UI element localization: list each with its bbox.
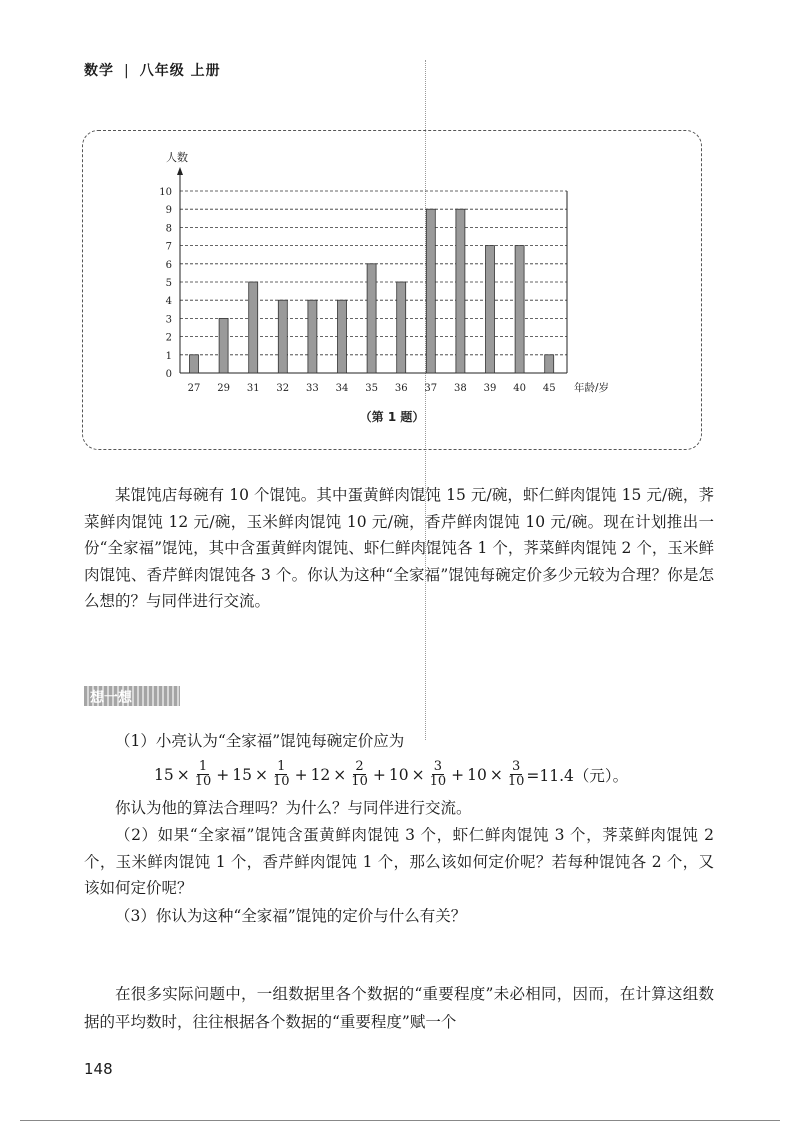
fraction-2-denominator: 10 [273,774,290,789]
bar [249,282,258,373]
y-tick-label: 5 [165,278,172,289]
formula-term-5: 10 [467,765,487,784]
intro-paragraph: 某馄饨店每碗有 10 个馄饨。其中蛋黄鲜肉馄饨 15 元/碗，虾仁鲜肉馄饨 15 元/碗，荠菜鲜肉馄饨 12 元/碗，玉米鲜肉馄饨 10 元/碗，香芹鲜肉馄饨 10 元/碗。现在计划推出一份“全家福”馄饨，其中含蛋黄鲜肉馄饨、虾仁鲜肉馄饨各 1 个，荠菜鲜肉馄饨 2 个，玉米鲜肉馄饨、香芹鲜肉馄饨各 3 个。你认为这种“全家福”馄饨每碗定价多少元较为合理？你是怎么想的？与同伴进行交流。 [84,486,714,611]
bar [515,246,524,373]
formula-term-1: 15 [154,765,174,784]
question-3: （3）你认为这种“全家福”馄饨的定价与什么有关？ [115,907,467,925]
formula-term-4: 10 [388,765,409,784]
think-label: 想一想 [90,690,132,706]
y-tick-label: 6 [165,259,172,271]
x-tick-label: 39 [483,383,497,394]
fraction-4-numerator: 3 [433,759,442,774]
header-separator: | [124,63,130,79]
x-tick-label: 29 [217,383,230,394]
y-axis-label: 人数 [166,151,188,164]
times-sign: × [176,765,190,784]
x-tick-label: 27 [187,383,201,394]
times-sign: × [333,765,347,784]
y-tick-label: 0 [165,369,172,380]
header-grade: 八年级 上册 [139,63,221,79]
fraction-3-numerator: 2 [355,759,364,774]
x-tick-label: 35 [365,383,378,394]
bar [426,209,435,373]
fraction-5-numerator: 3 [511,759,521,774]
page-number: 148 [84,1060,113,1078]
x-tick-label: 40 [513,383,526,394]
fraction-5 [508,760,525,789]
age-bar-chart [83,131,701,449]
plus-sign: + [294,765,308,784]
fraction-2-numerator: 1 [277,759,286,774]
bar [486,246,495,373]
times-sign: × [411,765,425,784]
bar [278,300,287,373]
y-tick-label: 7 [165,241,172,253]
x-tick-label: 45 [542,383,556,394]
question-2: （2）如果“全家福”馄饨含蛋黄鲜肉馄饨 3 个，虾仁鲜肉馄饨 3 个，荠菜鲜肉馄饨 2 个，玉米鲜肉馄饨 1 个，香芹鲜肉馄饨 1 个，那么该如何定价呢？若每种馄饨各 2 个，又该如何定价呢？ [84,826,714,897]
y-tick-label: 8 [165,223,172,235]
bar [397,282,406,373]
bottom-rule [20,1120,780,1121]
plus-sign: + [216,765,230,784]
plus-sign: + [451,765,465,784]
fraction-1-denominator: 10 [194,774,212,789]
fraction-3-denominator: 10 [351,774,368,789]
bar [367,264,376,373]
bar [545,355,554,373]
formula-result: =11.4（元）。 [526,766,629,785]
fraction-3 [351,760,368,789]
y-tick-label: 4 [165,296,172,308]
x-tick-label: 31 [246,383,260,394]
fraction-5-denominator: 10 [507,774,525,789]
x-tick-label: 38 [454,383,467,394]
y-tick-label: 3 [165,314,172,326]
page-header [84,60,221,80]
x-axis-label: 年龄/岁 [574,382,610,394]
bar [219,318,228,373]
closing-paragraph: 在很多实际问题中，一组数据里各个数据的“重要程度”未必相同，因而，在计算这组数据的平均数时，往往根据各个数据的“重要程度”赋一个 [84,985,714,1031]
fraction-4 [430,760,447,789]
y-tick-label: 1 [165,350,172,362]
fraction-2 [273,760,290,789]
bar [190,355,199,373]
chart-frame [82,130,702,450]
x-tick-label: 34 [335,383,349,394]
x-tick-label: 33 [306,383,319,394]
x-tick-label: 32 [276,383,290,394]
times-sign: × [489,765,503,784]
bar [456,209,465,373]
header-subject: 数学 [84,63,114,79]
plus-sign: + [372,765,386,784]
x-tick-label: 36 [394,383,408,394]
times-sign: × [255,765,269,784]
y-axis-arrow [177,167,183,175]
x-tick-label: 37 [424,383,438,394]
y-tick-label: 9 [165,205,172,217]
fraction-1-numerator: 1 [198,759,208,774]
bar [338,300,347,373]
bar [308,300,317,373]
y-tick-label: 2 [165,332,172,344]
question-1: （1）小亮认为“全家福”馄饨每碗定价应为 [115,732,405,750]
weighted-formula [154,760,628,789]
formula-term-2: 15 [232,765,253,784]
fraction-4-denominator: 10 [429,774,447,789]
formula-term-3: 12 [310,765,331,784]
chart-caption: （第 1 题） [359,410,425,424]
fraction-1 [195,760,212,789]
think-label-badge [84,686,180,706]
question-1-follow-up: 你认为他的算法合理吗？为什么？与同伴进行交流。 [115,799,472,817]
y-tick-label: 10 [159,187,172,198]
